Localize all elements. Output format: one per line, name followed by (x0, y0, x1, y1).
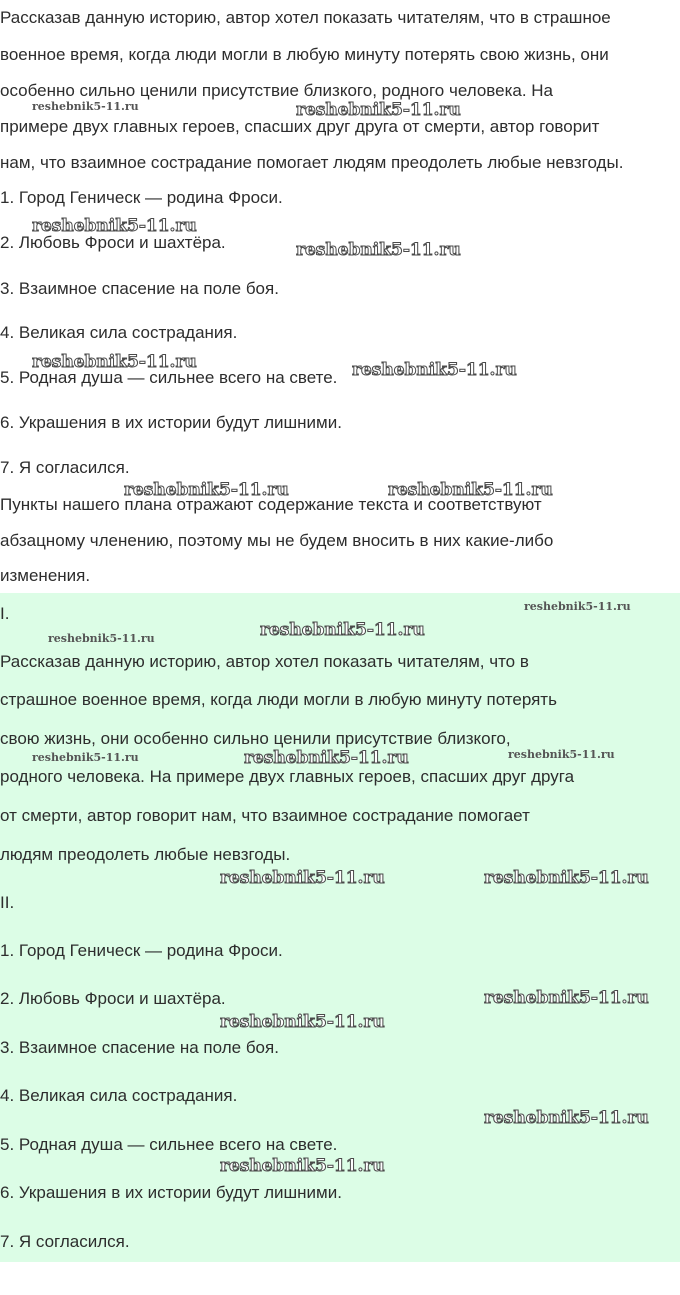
note-line: Пункты нашего плана отражают содержание текста и соответствуют (0, 495, 542, 514)
watermark: reshebnik5-11.ru (484, 868, 649, 888)
plan-item: 1. Город Геническ — родина Фроси. (0, 188, 283, 207)
plan-item: 7. Я согласился. (0, 1232, 130, 1251)
watermark: reshebnik5-11.ru (220, 868, 385, 888)
watermark: reshebnik5-11.ru (388, 480, 553, 500)
plan-item: 7. Я согласился. (0, 458, 130, 477)
plan-item: 2. Любовь Фроси и шахтёра. (0, 989, 226, 1008)
watermark: reshebnik5-11.ru (508, 748, 615, 761)
paragraph-line: военное время, когда люди могли в любую минуту потерять свою жизнь, они (0, 45, 609, 64)
plan-item: 5. Родная душа — сильнее всего на свете. (0, 1135, 338, 1154)
watermark: reshebnik5-11.ru (484, 988, 649, 1008)
paragraph-line: свою жизнь, они особенно сильно ценили присутствие близкого, (0, 729, 511, 748)
heading-roman-1: I. (0, 604, 10, 623)
watermark: reshebnik5-11.ru (244, 748, 409, 768)
watermark: reshebnik5-11.ru (124, 480, 289, 500)
plan-item: 2. Любовь Фроси и шахтёра. (0, 233, 226, 252)
plan-item: 6. Украшения в их истории будут лишними. (0, 413, 342, 432)
paragraph-line: нам, что взаимное сострадание помогает людям преодолеть любые невзгоды. (0, 153, 624, 172)
plan-item: 3. Взаимное спасение на поле боя. (0, 279, 279, 298)
watermark: reshebnik5-11.ru (260, 620, 425, 640)
watermark: reshebnik5-11.ru (220, 1156, 385, 1176)
paragraph-line: особенно сильно ценили присутствие близкого, родного человека. На (0, 81, 554, 100)
watermark: reshebnik5-11.ru (32, 751, 139, 764)
plan-item: 1. Город Геническ — родина Фроси. (0, 941, 283, 960)
watermark: reshebnik5-11.ru (32, 352, 197, 372)
watermark: reshebnik5-11.ru (484, 1108, 649, 1128)
plan-item: 3. Взаимное спасение на поле боя. (0, 1038, 279, 1057)
watermark: reshebnik5-11.ru (352, 360, 517, 380)
paragraph-line: Рассказав данную историю, автор хотел показать читателям, что в страшное (0, 8, 611, 27)
plan-item: 5. Родная душа — сильнее всего на свете. (0, 368, 338, 387)
plan-item: 4. Великая сила сострадания. (0, 1086, 238, 1105)
watermark: reshebnik5-11.ru (524, 600, 631, 613)
note-line: изменения. (0, 566, 91, 585)
watermark: reshebnik5-11.ru (48, 632, 155, 645)
heading-roman-2: II. (0, 893, 15, 912)
paragraph-line: родного человека. На примере двух главных героев, спасших друг друга (0, 767, 575, 786)
watermark: reshebnik5-11.ru (296, 100, 461, 120)
watermark: reshebnik5-11.ru (296, 240, 461, 260)
watermark: reshebnik5-11.ru (32, 216, 197, 236)
watermark: reshebnik5-11.ru (220, 1012, 385, 1032)
watermark: reshebnik5-11.ru (32, 100, 139, 113)
paragraph-line: Рассказав данную историю, автор хотел показать читателям, что в (0, 652, 529, 671)
paragraph-line: от смерти, автор говорит нам, что взаимное сострадание помогает (0, 806, 530, 825)
plan-item: 4. Великая сила сострадания. (0, 323, 238, 342)
plan-item: 6. Украшения в их истории будут лишними. (0, 1183, 342, 1202)
paragraph-line: людям преодолеть любые невзгоды. (0, 845, 291, 864)
paragraph-line: примере двух главных героев, спасших друг друга от смерти, автор говорит (0, 117, 600, 136)
note-line: абзацному членению, поэтому мы не будем вносить в них какие-либо (0, 531, 554, 550)
paragraph-line: страшное военное время, когда люди могли в любую минуту потерять (0, 690, 557, 709)
